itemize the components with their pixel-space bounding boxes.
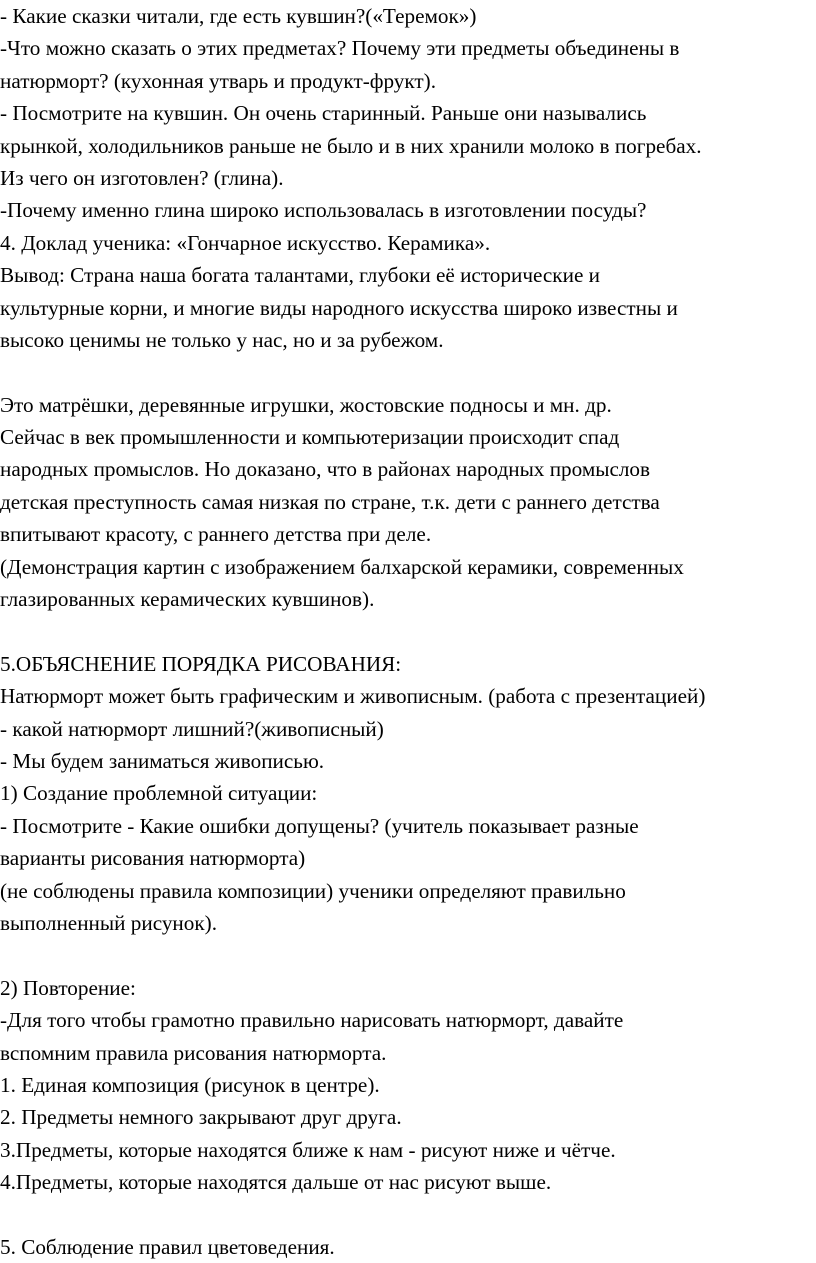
paragraph [0, 0, 816, 32]
paragraph [0, 32, 816, 97]
paragraph [0, 1004, 816, 1069]
paragraph [0, 648, 816, 680]
paragraph [0, 745, 816, 777]
text-line: Из чего он изготовлен? (глина). [0, 165, 284, 190]
blank-line [0, 615, 816, 647]
text-line: -Почему именно глина широко использовалась в изготовлении посуды? [0, 198, 647, 223]
text-line: -Для того чтобы грамотно правильно нарисовать натюрморт, давайте [0, 1008, 624, 1033]
text-line: Вывод: Страна наша богата талантами, глубоки её исторические и [0, 263, 600, 288]
paragraph [0, 972, 816, 1004]
text-line: 1) Создание проблемной ситуации: [0, 781, 318, 806]
text-line: - Посмотрите на кувшин. Он очень старинный. Раньше они назывались [0, 101, 647, 126]
text-line: Натюрморт может быть графическим и живописным. (работа с презентацией) [0, 684, 706, 709]
text-line: крынкой, холодильников раньше не было и в них хранили молоко в погребах. [0, 133, 702, 158]
blank-line [0, 939, 816, 971]
text-line: натюрморт? (кухонная утварь и продукт-фрукт). [0, 68, 437, 93]
text-line: выполненный рисунок). [0, 910, 217, 935]
text-line: 3.Предметы, которые находятся ближе к нам - рисуют ниже и чётче. [0, 1137, 616, 1162]
text-line: впитывают красоту, с раннего детства при деле. [0, 522, 432, 547]
text-line: 1. Единая композиция (рисунок в центре). [0, 1072, 380, 1097]
paragraph [0, 810, 816, 875]
paragraph [0, 1166, 816, 1198]
paragraph [0, 421, 816, 551]
text-line: вспомним правила рисования натюрморта. [0, 1040, 387, 1065]
text-line: детская преступность самая низкая по стране, т.к. дети с раннего детства [0, 489, 660, 514]
text-line: (не соблюдены правила композиции) ученики определяют правильно [0, 878, 626, 903]
text-line: 2) Повторение: [0, 975, 136, 1000]
text-line: варианты рисования натюрморта) [0, 846, 306, 871]
text-line: 5. Соблюдение правил цветоведения. [0, 1234, 335, 1259]
paragraph [0, 551, 816, 616]
paragraph [0, 1069, 816, 1101]
blank-line [0, 356, 816, 388]
text-line: -Что можно сказать о этих предметах? Почему эти предметы объединены в [0, 36, 680, 61]
blank-line [0, 1198, 816, 1230]
text-line: - Мы будем заниматься живописью. [0, 748, 325, 773]
text-line: культурные корни, и многие виды народного искусства широко известны и [0, 295, 678, 320]
paragraph [0, 875, 816, 940]
paragraph [0, 389, 816, 421]
paragraph [0, 777, 816, 809]
text-line: - Какие сказки читали, где есть кувшин?(«Теремок») [0, 4, 477, 28]
text-line: 5.ОБЪЯСНЕНИЕ ПОРЯДКА РИСОВАНИЯ: [0, 651, 402, 676]
paragraph [0, 713, 816, 745]
paragraph [0, 680, 816, 712]
paragraph [0, 194, 816, 226]
text-line: Это матрёшки, деревянные игрушки, жостовские подносы и мн. др. [0, 392, 612, 417]
text-line: Сейчас в век промышленности и компьютеризации происходит спад [0, 425, 620, 450]
text-line: - Посмотрите - Какие ошибки допущены? (учитель показывает разные [0, 813, 639, 838]
text-line: 2. Предметы немного закрывают друг друга. [0, 1105, 402, 1130]
paragraph [0, 1101, 816, 1133]
text-line: глазированных керамических кувшинов). [0, 587, 375, 612]
paragraph [0, 259, 816, 356]
text-line: высоко ценимы не только у нас, но и за рубежом. [0, 327, 444, 352]
text-line: (Демонстрация картин с изображением балхарской керамики, современных [0, 554, 684, 579]
text-line: народных промыслов. Но доказано, что в районах народных промыслов [0, 457, 651, 482]
text-line: 4. Доклад ученика: «Гончарное искусство. Керамика». [0, 230, 491, 255]
paragraph [0, 1134, 816, 1166]
text-line: - какой натюрморт лишний?(живописный) [0, 716, 384, 741]
text-line: 4.Предметы, которые находятся дальше от нас рисуют выше. [0, 1170, 552, 1195]
paragraph [0, 97, 816, 194]
paragraph [0, 227, 816, 259]
paragraph [0, 1231, 816, 1263]
